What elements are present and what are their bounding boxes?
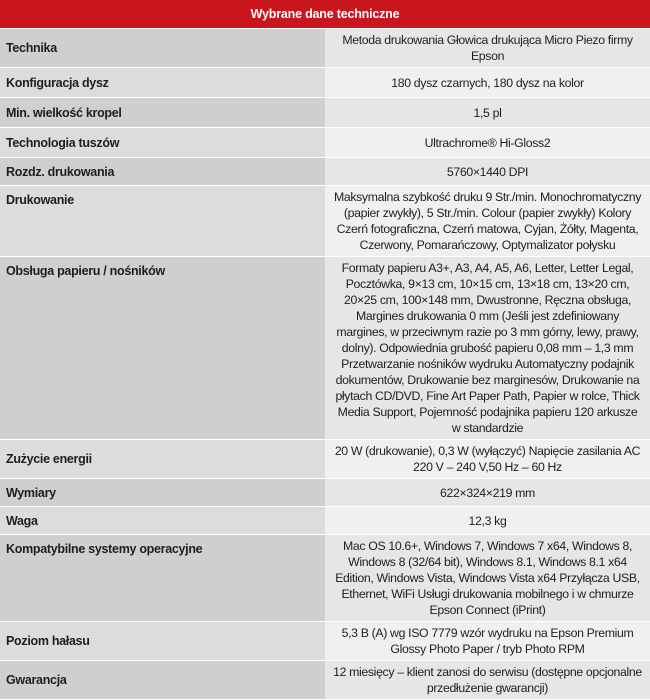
row-label: Kompatybilne systemy operacyjne <box>0 535 325 622</box>
table-row <box>0 535 650 622</box>
table-title-row <box>0 0 650 29</box>
row-value: 180 dysz czarnych, 180 dysz na kolor <box>325 68 650 98</box>
row-value: 12,3 kg <box>325 507 650 535</box>
row-label: Technologia tuszów <box>0 128 325 158</box>
table-row <box>0 68 650 98</box>
row-value: Maksymalna szybkość druku 9 Str./min. Monochromatyczny (papier zwykły), 5 Str./min. Colour (papier zwykły) Kolory Czerń fotograficzna, Czerń matowa, Cyjan, Żółty, Magenta, Czerwony, Pomarańczowy, Optymalizator połysku <box>325 186 650 257</box>
table-row <box>0 128 650 158</box>
row-value: Ultrachrome® Hi-Gloss2 <box>325 128 650 158</box>
row-label: Drukowanie <box>0 186 325 257</box>
row-value: 12 miesięcy – klient zanosi do serwisu (dostępne opcjonalne przedłużenie gwarancji) <box>325 661 650 700</box>
row-value: Metoda drukowania Głowica drukująca Micro Piezo firmy Epson <box>325 29 650 68</box>
row-label: Konfiguracja dysz <box>0 68 325 98</box>
row-value: 5760×1440 DPI <box>325 158 650 186</box>
table-row <box>0 440 650 479</box>
row-value: 1,5 pl <box>325 98 650 128</box>
row-label: Wymiary <box>0 479 325 507</box>
row-label: Gwarancja <box>0 661 325 700</box>
table-row <box>0 29 650 68</box>
table-row <box>0 257 650 440</box>
row-value: 5,3 B (A) wg ISO 7779 wzór wydruku na Epson Premium Glossy Photo Paper / tryb Photo RPM <box>325 622 650 661</box>
table-row <box>0 622 650 661</box>
row-label: Min. wielkość kropel <box>0 98 325 128</box>
row-value: Formaty papieru A3+, A3, A4, A5, A6, Letter, Letter Legal, Pocztówka, 9×13 cm, 10×15 cm, 13×18 cm, 13×20 cm, 20×25 cm, 100×148 mm, Dwustronne, Ręczna obsługa, Margines drukowania 0 mm (Jeśli jest zdefiniowany margines, w przeciwnym razie po 3 mm górny, lewy, prawy, dolny). Odpowiednia grubość papieru 0,08 mm – 1,3 mm Przetwarzanie nośników wydruku Automatyczny podajnik dokumentów, Drukowanie bez marginesów, Drukowanie na płytach CD/DVD, Fine Art Paper Path, Papier w rolce, Thick Media Support, Pojemność podajnika papieru 120 arkusze w standardzie <box>325 257 650 440</box>
table-row <box>0 479 650 507</box>
row-label: Waga <box>0 507 325 535</box>
table-row <box>0 158 650 186</box>
row-label: Obsługa papieru / nośników <box>0 257 325 440</box>
table-row <box>0 507 650 535</box>
table-row <box>0 98 650 128</box>
row-label: Technika <box>0 29 325 68</box>
row-value: 622×324×219 mm <box>325 479 650 507</box>
row-label: Rozdz. drukowania <box>0 158 325 186</box>
row-label: Zużycie energii <box>0 440 325 479</box>
table-row <box>0 186 650 257</box>
row-value: Mac OS 10.6+, Windows 7, Windows 7 x64, Windows 8, Windows 8 (32/64 bit), Windows 8.1, Windows 8.1 x64 Edition, Windows Vista, Windows Vista x64 Przyłącza USB, Ethernet, WiFi Usługi drukowania mobilnego i w chmurze Epson Connect (iPrint) <box>325 535 650 622</box>
table-row <box>0 661 650 700</box>
table-title: Wybrane dane techniczne <box>0 0 650 29</box>
row-value: 20 W (drukowanie), 0,3 W (wyłączyć) Napięcie zasilania AC 220 V – 240 V,50 Hz – 60 Hz <box>325 440 650 479</box>
row-label: Poziom hałasu <box>0 622 325 661</box>
